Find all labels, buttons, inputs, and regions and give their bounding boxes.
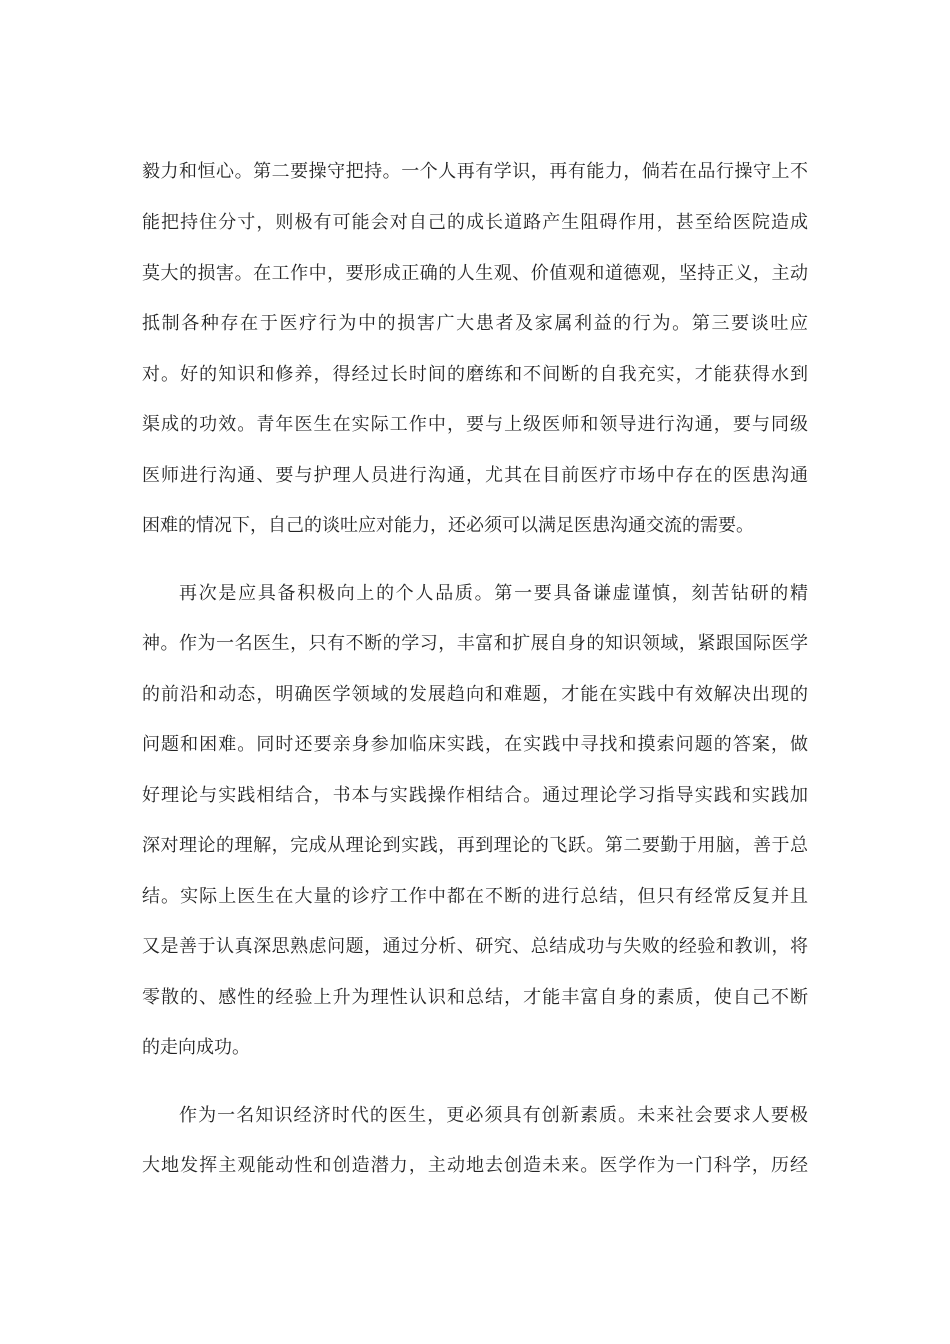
text-line: 抵制各种存在于医疗行为中的损害广大患者及家属利益的行为。第三要谈吐应 xyxy=(142,313,808,334)
text-line: 深对理论的理解，完成从理论到实践，再到理论的飞跃。第二要勤于用脑，善于总 xyxy=(142,835,808,856)
text-line: 困难的情况下，自己的谈吐应对能力，还必须可以满足医患沟通交流的需要。 xyxy=(142,515,754,536)
text-line: 毅力和恒心。第二要操守把持。一个人再有学识，再有能力，倘若在品行操守上不 xyxy=(142,161,808,182)
text-line: 又是善于认真深思熟虑问题，通过分析、研究、总结成功与失败的经验和教训，将 xyxy=(142,936,808,957)
text-line: 的前沿和动态，明确医学领域的发展趋向和难题，才能在实践中有效解决出现的 xyxy=(142,684,808,705)
text-line: 结。实际上医生在大量的诊疗工作中都在不断的进行总结，但只有经常反复并且 xyxy=(142,886,808,907)
text-line: 神。作为一名医生，只有不断的学习，丰富和扩展自身的知识领域，紧跟国际医学 xyxy=(142,633,808,654)
text-line: 再次是应具备积极向上的个人品质。第一要具备谦虚谨慎，刻苦钻研的精 xyxy=(179,583,808,604)
text-line: 莫大的损害。在工作中，要形成正确的人生观、价值观和道德观，坚持正义，主动 xyxy=(142,263,808,284)
text-line: 渠成的功效。青年医生在实际工作中，要与上级医师和领导进行沟通，要与同级 xyxy=(142,414,808,435)
text-line: 的走向成功。 xyxy=(142,1037,250,1058)
text-line: 大地发挥主观能动性和创造潜力，主动地去创造未来。医学作为一门科学，历经 xyxy=(142,1155,808,1176)
text-line: 好理论与实践相结合，书本与实践操作相结合。通过理论学习指导实践和实践加 xyxy=(142,785,808,806)
text-line: 能把持住分寸，则极有可能会对自己的成长道路产生阻碍作用，甚至给医院造成 xyxy=(142,212,808,233)
text-line: 问题和困难。同时还要亲身参加临床实践，在实践中寻找和摸索问题的答案，做 xyxy=(142,734,808,755)
text-line: 零散的、感性的经验上升为理性认识和总结，才能丰富自身的素质，使自己不断 xyxy=(142,987,808,1008)
text-line: 对。好的知识和修养，得经过长时间的磨练和不间断的自我充实，才能获得水到 xyxy=(142,364,808,385)
text-line: 医师进行沟通、要与护理人员进行沟通，尤其在目前医疗市场中存在的医患沟通 xyxy=(142,465,808,486)
text-line: 作为一名知识经济时代的医生，更必须具有创新素质。未来社会要求人要极 xyxy=(179,1105,808,1126)
